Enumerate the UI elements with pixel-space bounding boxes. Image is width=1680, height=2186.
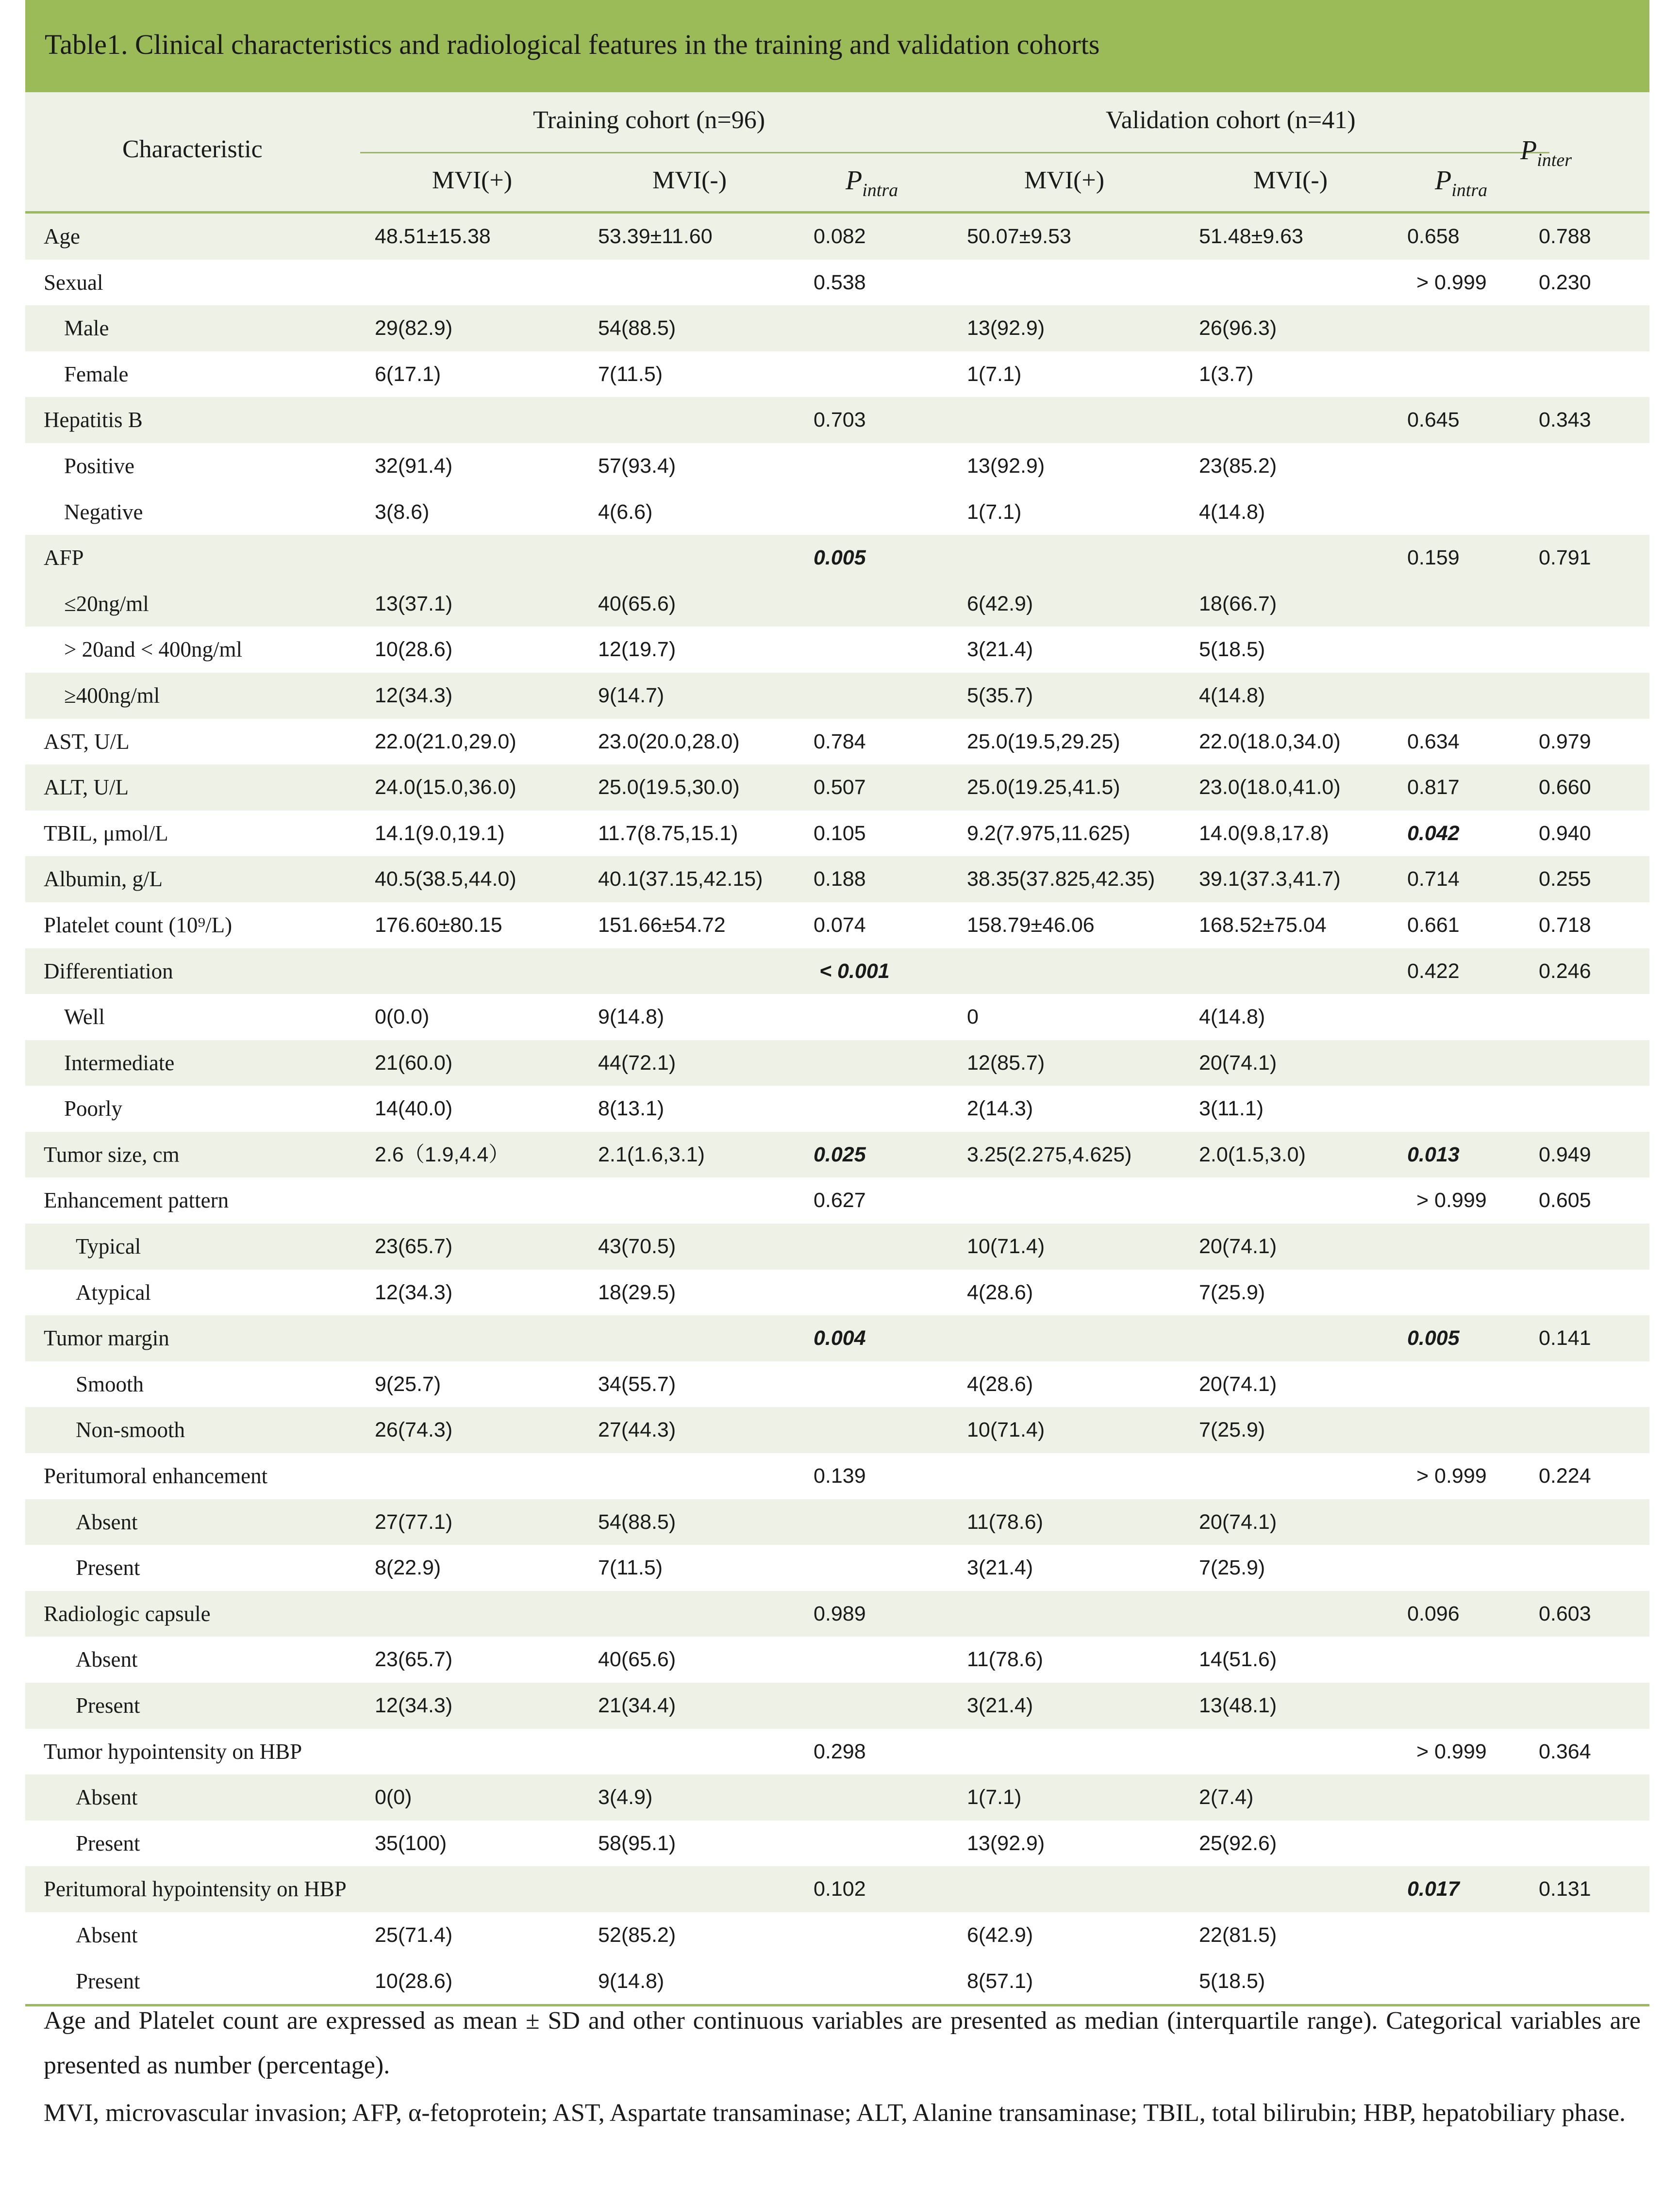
table-row — [25, 1637, 1649, 1683]
row-label: ≥400ng/ml — [64, 683, 160, 708]
cell-t-neg: 151.66±54.72 — [598, 913, 726, 937]
cell-t-neg: 8(13.1) — [598, 1097, 665, 1121]
row-label: Atypical — [76, 1280, 151, 1305]
table-row — [25, 764, 1649, 811]
cell-v-pos: 2(14.3) — [967, 1097, 1033, 1121]
table-note: Age and Platelet count are expressed as mean ± SD and other continuous variables are presented as median (interquartile range). Categorical variables are presented as number (percentage). — [44, 2007, 1641, 2079]
cell-p-inter: 0.949 — [1539, 1143, 1591, 1166]
cell-t-neg: 18(29.5) — [598, 1280, 676, 1304]
row-label: AST, U/L — [44, 729, 130, 754]
table-row — [25, 489, 1649, 535]
table-row — [25, 1821, 1649, 1867]
row-label: Peritumoral hypointensity on HBP — [44, 1877, 347, 1902]
cell-v-pos: 12(85.7) — [967, 1051, 1045, 1075]
cell-p-inter: 0.979 — [1539, 729, 1591, 753]
cell-p-t: 0.703 — [814, 408, 866, 432]
cell-v-pos: 1(7.1) — [967, 500, 1022, 524]
cell-p-t: 0.105 — [814, 821, 866, 845]
cell-t-pos: 26(74.3) — [375, 1418, 453, 1442]
cell-t-pos: 176.60±80.15 — [375, 913, 502, 937]
cell-v-pos: 3.25(2.275,4.625) — [967, 1143, 1132, 1166]
cell-t-neg: 40(65.6) — [598, 592, 676, 615]
cell-p-v: 0.042 — [1407, 821, 1460, 845]
cell-p-inter: 0.230 — [1539, 270, 1591, 294]
cell-p-inter: 0.788 — [1539, 225, 1591, 248]
cell-v-neg: 4(14.8) — [1199, 1005, 1265, 1029]
header-p-inter: $P_{inter}$ — [1520, 135, 1572, 170]
cell-p-v: 0.005 — [1407, 1326, 1460, 1350]
cell-p-inter: 0.224 — [1539, 1464, 1591, 1488]
row-label: Hepatitis B — [44, 408, 143, 432]
cell-v-pos: 13(92.9) — [967, 454, 1045, 478]
cell-t-neg: 25.0(19.5,30.0) — [598, 776, 740, 799]
table-row — [25, 1224, 1649, 1270]
cell-v-pos: 8(57.1) — [967, 1969, 1033, 1993]
cell-p-v: 0.013 — [1407, 1143, 1460, 1166]
cell-t-neg: 12(19.7) — [598, 638, 676, 662]
cell-t-neg: 57(93.4) — [598, 454, 676, 478]
cell-t-neg: 54(88.5) — [598, 1510, 676, 1534]
cell-v-pos: 3(21.4) — [967, 1694, 1033, 1717]
cell-p-v: 0.661 — [1407, 913, 1460, 937]
cell-t-neg: 40(65.6) — [598, 1648, 676, 1672]
cell-v-pos: 9.2(7.975,11.625) — [967, 821, 1131, 845]
row-label: Present — [76, 1831, 140, 1855]
cell-v-pos: 13(92.9) — [967, 316, 1045, 340]
cell-v-neg: 20(74.1) — [1199, 1510, 1277, 1534]
cell-v-neg: 5(18.5) — [1199, 1969, 1265, 1993]
cell-t-neg: 9(14.7) — [598, 683, 665, 707]
cell-t-neg: 54(88.5) — [598, 316, 676, 340]
header-training-mvi-pos: MVI(+) — [432, 166, 513, 194]
table-row — [25, 719, 1649, 765]
table-row — [25, 627, 1649, 673]
cell-t-neg: 40.1(37.15,42.15) — [598, 867, 763, 891]
cell-t-neg: 43(70.5) — [598, 1235, 676, 1259]
cell-t-pos: 35(100) — [375, 1831, 447, 1855]
cell-t-neg: 7(11.5) — [598, 1556, 663, 1580]
table-title-bar — [25, 0, 1649, 92]
row-label: ≤20ng/ml — [64, 591, 149, 616]
table-row — [25, 1729, 1649, 1775]
table-row — [25, 1683, 1649, 1729]
cell-p-v: > 0.999 — [1416, 1739, 1487, 1763]
cell-v-neg: 2.0(1.5,3.0) — [1199, 1143, 1306, 1166]
cell-t-pos: 14(40.0) — [375, 1097, 453, 1121]
cell-v-neg: 4(14.8) — [1199, 683, 1265, 707]
cell-p-v: 0.017 — [1407, 1877, 1460, 1901]
cell-v-neg: 20(74.1) — [1199, 1235, 1277, 1259]
table-row — [25, 1958, 1649, 2004]
cell-p-v: 0.634 — [1407, 729, 1460, 753]
table-row — [25, 1361, 1649, 1408]
cell-v-neg: 14(51.6) — [1199, 1648, 1277, 1672]
table-row — [25, 994, 1649, 1040]
table-row — [25, 1912, 1649, 1958]
cell-p-t: 0.004 — [814, 1326, 866, 1350]
cell-p-inter: 0.255 — [1539, 867, 1591, 891]
row-label: Sexual — [44, 270, 103, 295]
cell-t-pos: 10(28.6) — [375, 638, 453, 662]
cell-p-inter: 0.141 — [1539, 1326, 1591, 1350]
cell-p-t: < 0.001 — [819, 959, 890, 983]
cell-p-t: 0.188 — [814, 867, 866, 891]
table-row — [25, 856, 1649, 902]
cell-t-pos: 29(82.9) — [375, 316, 453, 340]
cell-p-t: 0.627 — [814, 1189, 866, 1212]
row-label: Tumor hypointensity on HBP — [44, 1739, 302, 1764]
cell-v-pos: 5(35.7) — [967, 683, 1033, 707]
cell-t-neg: 34(55.7) — [598, 1372, 676, 1396]
row-label: Tumor margin — [44, 1326, 169, 1351]
cell-t-pos: 23(65.7) — [375, 1648, 453, 1672]
table-header — [25, 92, 1649, 214]
table-body — [25, 214, 1649, 2004]
row-label: Albumin, g/L — [44, 867, 163, 892]
row-label: Male — [64, 316, 109, 341]
cell-p-v: 0.714 — [1407, 867, 1460, 891]
header-validation-mvi-neg: MVI(-) — [1253, 166, 1328, 194]
row-label: TBIL, μmol/L — [44, 821, 168, 845]
cell-t-pos: 8(22.9) — [375, 1556, 441, 1580]
table-row — [25, 902, 1649, 948]
cell-v-neg: 5(18.5) — [1199, 638, 1265, 662]
cell-t-neg: 23.0(20.0,28.0) — [598, 729, 740, 753]
cell-t-pos: 25(71.4) — [375, 1923, 453, 1947]
cell-t-neg: 27(44.3) — [598, 1418, 676, 1442]
characteristics-table — [25, 92, 1649, 2006]
cell-v-pos: 3(21.4) — [967, 1556, 1033, 1580]
table-row — [25, 1177, 1649, 1224]
cell-t-neg: 44(72.1) — [598, 1051, 676, 1075]
cell-p-inter: 0.131 — [1539, 1877, 1591, 1901]
table-notes — [44, 1999, 1641, 2138]
table-row — [25, 1270, 1649, 1316]
row-label: Absent — [76, 1922, 138, 1947]
table-row — [25, 673, 1649, 719]
header-training-cohort: Training cohort (n=96) — [533, 106, 765, 134]
cell-t-pos: 2.6（1.9,4.4） — [375, 1143, 510, 1166]
row-label: Absent — [76, 1785, 138, 1810]
row-label: Negative — [64, 499, 143, 524]
cell-v-neg: 14.0(9.8,17.8) — [1199, 821, 1329, 845]
cell-v-pos: 10(71.4) — [967, 1418, 1045, 1442]
cell-v-pos: 13(92.9) — [967, 1831, 1045, 1855]
cell-p-inter: 0.791 — [1539, 546, 1591, 570]
cell-p-v: 0.817 — [1407, 776, 1460, 799]
cell-v-pos: 6(42.9) — [967, 592, 1033, 615]
cell-t-neg: 4(6.6) — [598, 500, 653, 524]
cell-p-t: 0.298 — [814, 1739, 866, 1763]
table-note: MVI, microvascular invasion; AFP, α-fetoprotein; AST, Aspartate transaminase; ALT, Alanine transaminase; TBIL, total bilirubin; HBP, hepatobiliary phase. — [44, 2099, 1626, 2127]
row-label: Present — [76, 1693, 140, 1718]
cell-p-v: > 0.999 — [1416, 1464, 1487, 1488]
row-label: Absent — [76, 1647, 138, 1672]
cell-t-neg: 53.39±11.60 — [598, 225, 713, 248]
header-training-mvi-neg: MVI(-) — [652, 166, 727, 194]
cell-v-pos: 4(28.6) — [967, 1280, 1033, 1304]
row-label: Well — [64, 1005, 105, 1029]
cell-p-t: 0.074 — [814, 913, 866, 937]
cell-v-neg: 1(3.7) — [1199, 362, 1254, 386]
cell-t-pos: 3(8.6) — [375, 500, 430, 524]
cell-t-neg: 3(4.9) — [598, 1786, 653, 1809]
header-divider-line — [360, 152, 1549, 153]
cell-p-v: 0.645 — [1407, 408, 1460, 432]
cell-v-pos: 11(78.6) — [967, 1648, 1043, 1672]
cell-v-neg: 39.1(37.3,41.7) — [1199, 867, 1341, 891]
cell-t-pos: 0(0.0) — [375, 1005, 430, 1029]
cell-v-pos: 3(21.4) — [967, 638, 1033, 662]
cell-p-t: 0.025 — [814, 1143, 866, 1166]
cell-p-v: > 0.999 — [1416, 270, 1487, 294]
cell-p-inter: 0.246 — [1539, 959, 1591, 983]
row-label: Female — [64, 362, 129, 386]
cell-p-inter: 0.343 — [1539, 408, 1591, 432]
cell-v-neg: 20(74.1) — [1199, 1372, 1277, 1396]
cell-v-pos: 10(71.4) — [967, 1235, 1045, 1259]
table-row — [25, 351, 1649, 397]
cell-t-pos: 48.51±15.38 — [375, 225, 491, 248]
row-label: Present — [76, 1969, 140, 1993]
cell-v-neg: 23.0(18.0,41.0) — [1199, 776, 1341, 799]
cell-v-neg: 168.52±75.04 — [1199, 913, 1327, 937]
cell-v-neg: 3(11.1) — [1199, 1097, 1264, 1121]
table-row — [25, 1866, 1649, 1912]
cell-t-neg: 11.7(8.75,15.1) — [598, 821, 738, 845]
cell-t-pos: 12(34.3) — [375, 1280, 453, 1304]
table-row — [25, 1591, 1649, 1637]
table-row — [25, 443, 1649, 489]
row-label: Typical — [76, 1234, 141, 1259]
cell-p-inter: 0.718 — [1539, 913, 1591, 937]
header-training-p-intra: $P_{intra}$ — [846, 166, 898, 200]
table-row — [25, 1040, 1649, 1086]
table-row — [25, 1774, 1649, 1821]
cell-t-pos: 9(25.7) — [375, 1372, 441, 1396]
table-row — [25, 811, 1649, 857]
table-row — [25, 1086, 1649, 1132]
cell-v-pos: 25.0(19.5,29.25) — [967, 729, 1120, 753]
row-label: Age — [44, 224, 80, 248]
cell-p-t: 0.784 — [814, 729, 866, 753]
cell-v-pos: 11(78.6) — [967, 1510, 1043, 1534]
cell-t-pos: 13(37.1) — [375, 592, 453, 615]
cell-v-neg: 20(74.1) — [1199, 1051, 1277, 1075]
table-row — [25, 1407, 1649, 1453]
cell-v-neg: 22.0(18.0,34.0) — [1199, 729, 1341, 753]
header-validation-cohort: Validation cohort (n=41) — [1106, 106, 1356, 134]
cell-v-pos: 4(28.6) — [967, 1372, 1033, 1396]
cell-p-v: 0.422 — [1407, 959, 1460, 983]
cell-p-inter: 0.940 — [1539, 821, 1591, 845]
table-row — [25, 948, 1649, 994]
header-validation-mvi-pos: MVI(+) — [1024, 166, 1105, 194]
cell-v-neg: 26(96.3) — [1199, 316, 1277, 340]
cell-p-inter: 0.603 — [1539, 1602, 1591, 1625]
cell-v-pos: 0 — [967, 1005, 979, 1029]
cell-v-neg: 51.48±9.63 — [1199, 225, 1303, 248]
cell-v-neg: 22(81.5) — [1199, 1923, 1277, 1947]
cell-v-neg: 7(25.9) — [1199, 1556, 1265, 1580]
cell-v-neg: 13(48.1) — [1199, 1694, 1277, 1717]
cell-p-t: 0.538 — [814, 270, 866, 294]
row-label: Present — [76, 1556, 140, 1580]
cell-t-pos: 12(34.3) — [375, 1694, 453, 1717]
cell-v-pos: 6(42.9) — [967, 1923, 1033, 1947]
cell-v-pos: 158.79±46.06 — [967, 913, 1095, 937]
table-row — [25, 305, 1649, 351]
cell-t-pos: 21(60.0) — [375, 1051, 453, 1075]
cell-p-inter: 0.660 — [1539, 776, 1591, 799]
cell-t-pos: 24.0(15.0,36.0) — [375, 776, 516, 799]
cell-p-v: 0.159 — [1407, 546, 1460, 570]
cell-t-pos: 14.1(9.0,19.1) — [375, 821, 505, 845]
cell-t-neg: 21(34.4) — [598, 1694, 676, 1717]
header-characteristic: Characteristic — [122, 135, 263, 163]
header-validation-p-intra: $P_{intra}$ — [1435, 166, 1488, 200]
row-label: Platelet count (10⁹/L) — [44, 912, 233, 937]
table-row — [25, 397, 1649, 443]
cell-p-inter: 0.364 — [1539, 1739, 1591, 1763]
cell-t-neg: 52(85.2) — [598, 1923, 676, 1947]
cell-p-t: 0.005 — [814, 546, 866, 570]
cell-t-pos: 32(91.4) — [375, 454, 453, 478]
row-label: Tumor size, cm — [44, 1142, 180, 1167]
row-label: Positive — [64, 453, 135, 478]
cell-v-neg: 18(66.7) — [1199, 592, 1277, 615]
row-label: Non-smooth — [76, 1418, 185, 1442]
cell-t-neg: 9(14.8) — [598, 1005, 665, 1029]
cell-v-neg: 25(92.6) — [1199, 1831, 1277, 1855]
row-label: ALT, U/L — [44, 775, 129, 800]
cell-t-pos: 10(28.6) — [375, 1969, 453, 1993]
row-label: Smooth — [76, 1372, 144, 1396]
cell-p-v: > 0.999 — [1416, 1189, 1487, 1212]
cell-v-neg: 7(25.9) — [1199, 1418, 1265, 1442]
cell-t-pos: 40.5(38.5,44.0) — [375, 867, 516, 891]
cell-t-neg: 2.1(1.6,3.1) — [598, 1143, 705, 1166]
cell-v-neg: 23(85.2) — [1199, 454, 1277, 478]
table-row — [25, 260, 1649, 306]
table-row — [25, 535, 1649, 581]
cell-t-pos: 0(0) — [375, 1786, 412, 1809]
cell-p-t: 0.507 — [814, 776, 866, 799]
cell-v-neg: 2(7.4) — [1199, 1786, 1254, 1809]
table-title: Table1. Clinical characteristics and radiological features in the training and validation cohorts — [45, 29, 1100, 60]
table-row — [25, 581, 1649, 627]
cell-v-pos: 1(7.1) — [967, 1786, 1022, 1809]
row-label: AFP — [44, 546, 84, 570]
cell-t-pos: 6(17.1) — [375, 362, 441, 386]
cell-v-pos: 50.07±9.53 — [967, 225, 1071, 248]
table-row — [25, 1545, 1649, 1591]
cell-p-v: 0.096 — [1407, 1602, 1460, 1625]
row-label: Absent — [76, 1509, 138, 1534]
table-row — [25, 1315, 1649, 1361]
cell-t-pos: 23(65.7) — [375, 1235, 453, 1259]
row-label: > 20and < 400ng/ml — [64, 637, 242, 662]
cell-p-t: 0.989 — [814, 1602, 866, 1625]
cell-v-pos: 38.35(37.825,42.35) — [967, 867, 1155, 891]
table-row — [25, 1453, 1649, 1499]
cell-t-pos: 22.0(21.0,29.0) — [375, 729, 516, 753]
row-label: Poorly — [64, 1096, 123, 1121]
row-label: Radiologic capsule — [44, 1601, 211, 1626]
cell-v-pos: 1(7.1) — [967, 362, 1022, 386]
cell-t-pos: 27(77.1) — [375, 1510, 453, 1534]
cell-t-neg: 58(95.1) — [598, 1831, 676, 1855]
cell-p-v: 0.658 — [1407, 225, 1460, 248]
table-row — [25, 1499, 1649, 1545]
table-row — [25, 214, 1649, 260]
cell-t-neg: 7(11.5) — [598, 362, 663, 386]
cell-p-t: 0.139 — [814, 1464, 866, 1488]
cell-t-neg: 9(14.8) — [598, 1969, 665, 1993]
row-label: Peritumoral enhancement — [44, 1464, 268, 1489]
cell-t-pos: 12(34.3) — [375, 683, 453, 707]
row-label: Intermediate — [64, 1050, 175, 1075]
row-label: Enhancement pattern — [44, 1188, 229, 1213]
cell-v-neg: 4(14.8) — [1199, 500, 1265, 524]
cell-v-neg: 7(25.9) — [1199, 1280, 1265, 1304]
cell-p-t: 0.082 — [814, 225, 866, 248]
table-row — [25, 1132, 1649, 1178]
cell-p-t: 0.102 — [814, 1877, 866, 1901]
cell-p-inter: 0.605 — [1539, 1189, 1591, 1212]
cell-v-pos: 25.0(19.25,41.5) — [967, 776, 1120, 799]
row-label: Differentiation — [44, 959, 173, 983]
